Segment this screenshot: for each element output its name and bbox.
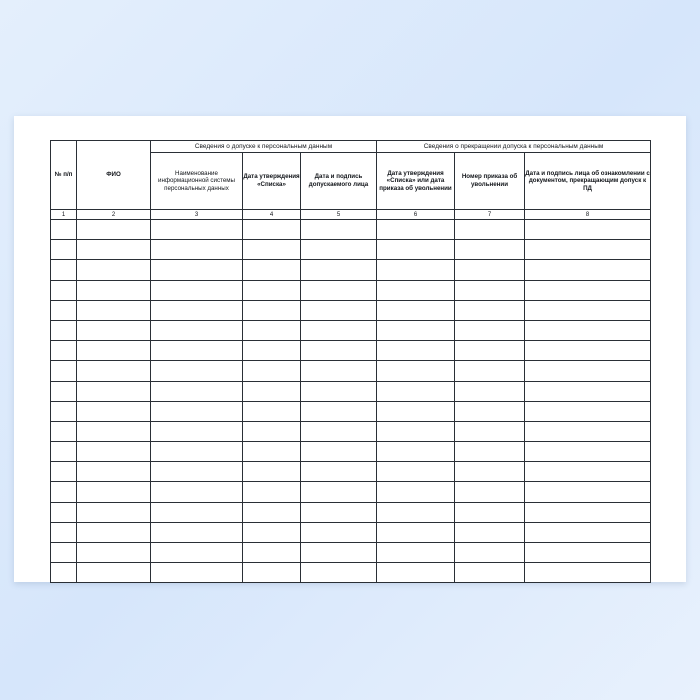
table-cell[interactable]: [151, 341, 243, 361]
table-cell[interactable]: [51, 462, 77, 482]
table-row[interactable]: [51, 462, 651, 482]
table-cell[interactable]: [151, 522, 243, 542]
table-cell[interactable]: [77, 563, 151, 583]
table-cell[interactable]: [301, 361, 377, 381]
table-cell[interactable]: [243, 341, 301, 361]
table-cell[interactable]: [51, 220, 77, 240]
table-row[interactable]: [51, 502, 651, 522]
table-cell[interactable]: [525, 442, 651, 462]
table-cell[interactable]: [243, 543, 301, 563]
table-cell[interactable]: [301, 240, 377, 260]
table-cell[interactable]: [525, 522, 651, 542]
table-cell[interactable]: [243, 220, 301, 240]
table-cell[interactable]: [51, 563, 77, 583]
table-cell[interactable]: [51, 543, 77, 563]
table-cell[interactable]: [77, 260, 151, 280]
column-header-date-signature: Дата и подпись допускаемого лица: [301, 153, 377, 210]
table-cell[interactable]: [525, 421, 651, 441]
table-cell[interactable]: [77, 543, 151, 563]
column-header-termination-date: Дата утверждения «Списка» или дата приказа об увольнении: [377, 153, 455, 210]
table-cell[interactable]: [77, 320, 151, 340]
table-cell[interactable]: [301, 341, 377, 361]
table-cell[interactable]: [377, 280, 455, 300]
table-cell[interactable]: [243, 300, 301, 320]
table-cell[interactable]: [77, 300, 151, 320]
table-cell[interactable]: [243, 442, 301, 462]
table-cell[interactable]: [525, 240, 651, 260]
table-cell[interactable]: [455, 482, 525, 502]
table-cell[interactable]: [525, 280, 651, 300]
table-cell[interactable]: [301, 280, 377, 300]
table-cell[interactable]: [51, 381, 77, 401]
table-cell[interactable]: [77, 361, 151, 381]
table-cell[interactable]: [243, 462, 301, 482]
paper-sheet: [14, 116, 686, 582]
table-cell[interactable]: [455, 260, 525, 280]
table-row[interactable]: [51, 522, 651, 542]
table-cell[interactable]: [77, 220, 151, 240]
table-cell[interactable]: [301, 543, 377, 563]
table-cell[interactable]: [51, 502, 77, 522]
table-cell[interactable]: [51, 240, 77, 260]
table-cell[interactable]: [525, 543, 651, 563]
table-cell[interactable]: [455, 401, 525, 421]
table-cell[interactable]: [151, 543, 243, 563]
table-row[interactable]: [51, 563, 651, 583]
table-cell[interactable]: [51, 361, 77, 381]
table-cell[interactable]: [525, 361, 651, 381]
table-cell[interactable]: [377, 462, 455, 482]
table-cell[interactable]: [455, 361, 525, 381]
table-cell[interactable]: [243, 280, 301, 300]
table-cell[interactable]: [51, 421, 77, 441]
table-cell[interactable]: [151, 502, 243, 522]
column-number-3: 3: [151, 210, 243, 220]
table-cell[interactable]: [77, 401, 151, 421]
journal-table-area: [50, 140, 650, 583]
table-cell[interactable]: [455, 280, 525, 300]
table-cell[interactable]: [151, 462, 243, 482]
table-cell[interactable]: [377, 482, 455, 502]
table-row[interactable]: [51, 543, 651, 563]
table-cell[interactable]: [77, 522, 151, 542]
table-cell[interactable]: [525, 300, 651, 320]
table-cell[interactable]: [77, 280, 151, 300]
table-cell[interactable]: [51, 341, 77, 361]
table-row[interactable]: [51, 240, 651, 260]
column-header-acknowledgement: Дата и подпись лица об ознакомлении с документом, прекращающим допуск к ПД: [525, 153, 651, 210]
table-cell[interactable]: [151, 320, 243, 340]
table-row[interactable]: [51, 220, 651, 240]
table-cell[interactable]: [151, 401, 243, 421]
table-cell[interactable]: [77, 502, 151, 522]
table-cell[interactable]: [377, 341, 455, 361]
table-cell[interactable]: [151, 300, 243, 320]
table-cell[interactable]: [243, 421, 301, 441]
table-cell[interactable]: [151, 361, 243, 381]
journal-table: [50, 140, 651, 583]
table-group-header-row: [51, 141, 651, 153]
table-numbering-row: [51, 210, 651, 220]
table-cell[interactable]: [377, 442, 455, 462]
table-cell[interactable]: [51, 320, 77, 340]
table-cell[interactable]: [243, 482, 301, 502]
table-cell[interactable]: [151, 442, 243, 462]
table-cell[interactable]: [51, 401, 77, 421]
table-cell[interactable]: [151, 240, 243, 260]
column-number-4: 4: [243, 210, 301, 220]
table-cell[interactable]: [525, 401, 651, 421]
table-cell[interactable]: [151, 280, 243, 300]
table-cell[interactable]: [455, 300, 525, 320]
table-cell[interactable]: [243, 320, 301, 340]
table-cell[interactable]: [77, 482, 151, 502]
table-cell[interactable]: [77, 341, 151, 361]
table-cell[interactable]: [455, 320, 525, 340]
table-cell[interactable]: [525, 563, 651, 583]
table-cell[interactable]: [301, 482, 377, 502]
table-cell[interactable]: [455, 220, 525, 240]
group-header-admission: Сведения о допуске к персональным данным: [151, 141, 377, 153]
table-cell[interactable]: [455, 462, 525, 482]
table-cell[interactable]: [301, 502, 377, 522]
table-row[interactable]: [51, 442, 651, 462]
table-cell[interactable]: [455, 341, 525, 361]
table-cell[interactable]: [301, 320, 377, 340]
table-cell[interactable]: [51, 260, 77, 280]
table-cell[interactable]: [77, 381, 151, 401]
table-cell[interactable]: [377, 502, 455, 522]
column-header-number: № п/п: [51, 141, 77, 210]
table-cell[interactable]: [455, 442, 525, 462]
column-header-order-number: Номер приказа об увольнении: [455, 153, 525, 210]
table-cell[interactable]: [301, 220, 377, 240]
table-row[interactable]: [51, 421, 651, 441]
table-cell[interactable]: [377, 320, 455, 340]
table-row[interactable]: [51, 300, 651, 320]
table-cell[interactable]: [301, 381, 377, 401]
table-row[interactable]: [51, 401, 651, 421]
table-cell[interactable]: [77, 442, 151, 462]
table-row[interactable]: [51, 260, 651, 280]
table-row[interactable]: [51, 320, 651, 340]
table-cell[interactable]: [301, 462, 377, 482]
table-cell[interactable]: [377, 563, 455, 583]
table-cell[interactable]: [51, 280, 77, 300]
table-cell[interactable]: [51, 442, 77, 462]
table-row[interactable]: [51, 381, 651, 401]
table-cell[interactable]: [151, 482, 243, 502]
column-number-7: 7: [455, 210, 525, 220]
table-cell[interactable]: [377, 421, 455, 441]
table-row[interactable]: [51, 482, 651, 502]
table-cell[interactable]: [455, 563, 525, 583]
table-cell[interactable]: [77, 462, 151, 482]
table-cell[interactable]: [377, 260, 455, 280]
table-cell[interactable]: [51, 300, 77, 320]
table-cell[interactable]: [151, 421, 243, 441]
table-cell[interactable]: [51, 482, 77, 502]
table-cell[interactable]: [301, 421, 377, 441]
table-row[interactable]: [51, 280, 651, 300]
table-cell[interactable]: [525, 502, 651, 522]
table-cell[interactable]: [301, 522, 377, 542]
column-number-8: 8: [525, 210, 651, 220]
table-cell[interactable]: [243, 240, 301, 260]
table-cell[interactable]: [377, 300, 455, 320]
table-cell[interactable]: [525, 220, 651, 240]
table-cell[interactable]: [301, 401, 377, 421]
table-cell[interactable]: [377, 361, 455, 381]
table-cell[interactable]: [151, 220, 243, 240]
table-cell[interactable]: [525, 482, 651, 502]
column-header-fio: ФИО: [77, 141, 151, 210]
table-cell[interactable]: [525, 462, 651, 482]
table-cell[interactable]: [377, 543, 455, 563]
table-cell[interactable]: [377, 240, 455, 260]
table-cell[interactable]: [243, 502, 301, 522]
table-cell[interactable]: [151, 563, 243, 583]
table-cell[interactable]: [243, 522, 301, 542]
table-cell[interactable]: [377, 220, 455, 240]
table-blank-rows: [51, 220, 651, 583]
table-cell[interactable]: [301, 563, 377, 583]
table-cell[interactable]: [455, 522, 525, 542]
table-cell[interactable]: [243, 381, 301, 401]
column-number-1: 1: [51, 210, 77, 220]
column-number-6: 6: [377, 210, 455, 220]
table-cell[interactable]: [455, 381, 525, 401]
table-cell[interactable]: [243, 260, 301, 280]
table-cell[interactable]: [243, 401, 301, 421]
table-cell[interactable]: [525, 320, 651, 340]
table-cell[interactable]: [377, 381, 455, 401]
table-cell[interactable]: [243, 563, 301, 583]
table-row[interactable]: [51, 341, 651, 361]
table-cell[interactable]: [301, 442, 377, 462]
table-cell[interactable]: [151, 260, 243, 280]
table-cell[interactable]: [525, 260, 651, 280]
table-cell[interactable]: [377, 401, 455, 421]
table-cell[interactable]: [377, 522, 455, 542]
table-cell[interactable]: [525, 341, 651, 361]
table-cell[interactable]: [151, 381, 243, 401]
table-cell[interactable]: [77, 240, 151, 260]
table-cell[interactable]: [77, 421, 151, 441]
table-cell[interactable]: [301, 260, 377, 280]
table-cell[interactable]: [51, 522, 77, 542]
column-header-approval-date: Дата утверждения «Списка»: [243, 153, 301, 210]
table-row[interactable]: [51, 361, 651, 381]
table-cell[interactable]: [455, 502, 525, 522]
table-cell[interactable]: [455, 421, 525, 441]
column-header-system-name: Наименование информационной системы персональных данных: [151, 153, 243, 210]
table-cell[interactable]: [455, 543, 525, 563]
table-cell[interactable]: [455, 240, 525, 260]
column-number-2: 2: [77, 210, 151, 220]
table-cell[interactable]: [243, 361, 301, 381]
column-number-5: 5: [301, 210, 377, 220]
table-cell[interactable]: [301, 300, 377, 320]
group-header-termination: Сведения о прекращении допуска к персональным данным: [377, 141, 651, 153]
table-cell[interactable]: [525, 381, 651, 401]
